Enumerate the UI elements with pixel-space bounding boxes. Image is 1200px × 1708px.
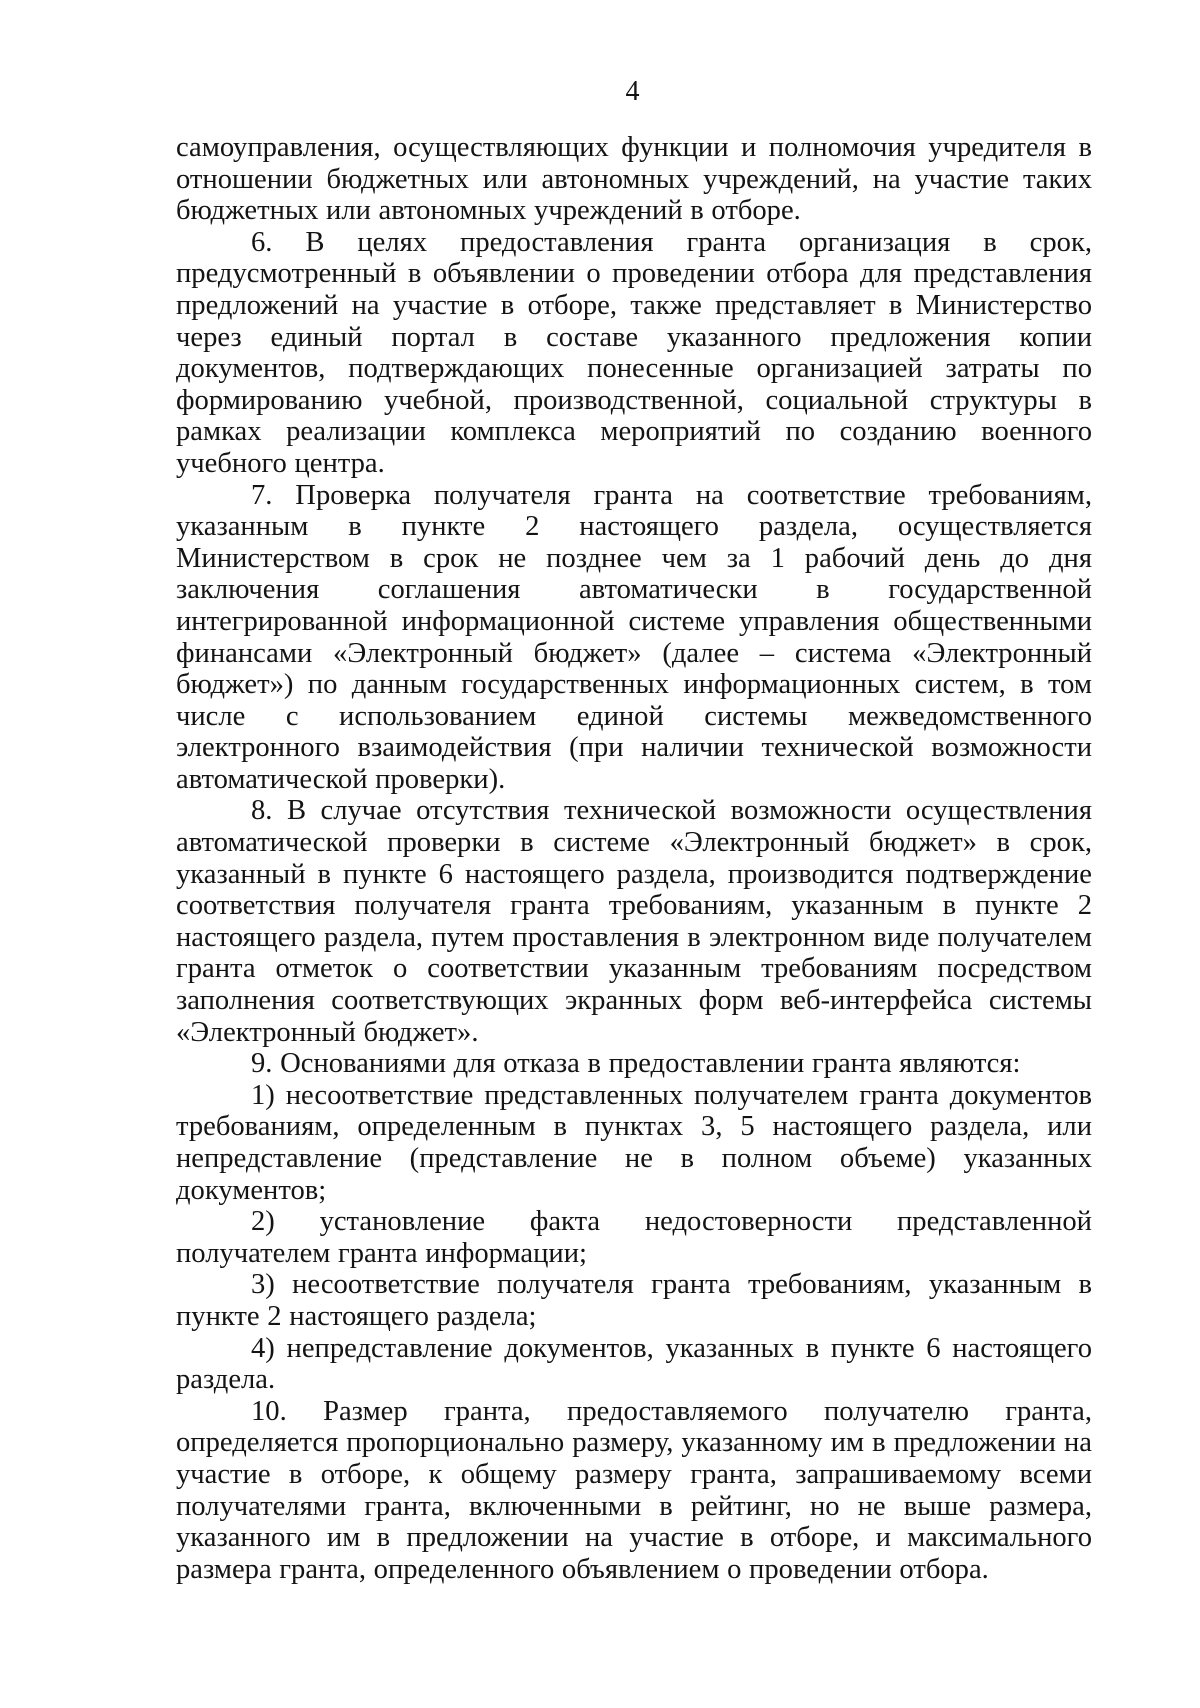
paragraph-item-10: 10. Размер гранта, предоставляемого получателю гранта, определяется пропорционально размеру, указанному им в предложении на участие в отборе, к общему размеру гранта, запрашиваемому всеми получателями гранта, включенными в рейтинг, но не выше размера, указанного им в предложении на участие в отборе, и максимального размера гранта, определенного объявлением о проведении отбора. bbox=[176, 1395, 1092, 1585]
paragraph-item-9: 9. Основаниями для отказа в предоставлении гранта являются: bbox=[251, 1048, 1021, 1080]
paragraph-item-7: 7. Проверка получателя гранта на соответствие требованиям, указанным в пункте 2 настоящего раздела, осуществляется Министерством в срок не позднее чем за 1 рабочий день до дня заключения соглашения автоматически в государственной интегрированной информационной системе управления общественными финансами «Электронный бюджет» (далее – система «Электронный бюджет») по данным государственных информационных систем, в том числе с использованием единой системы межведомственного электронного взаимодействия (при наличии технической возможности автоматической проверки). bbox=[176, 479, 1092, 795]
paragraph-continuation: самоуправления, осуществляющих функции и полномочия учредителя в отношении бюджетных или автономных учреждений, на участие таких бюджетных или автономных учреждений в отборе. bbox=[176, 132, 1092, 227]
list-item-2: 2) установление факта недостоверности представленной получателем гранта информации; bbox=[176, 1206, 1092, 1269]
page-number: 4 bbox=[625, 76, 640, 107]
body-text bbox=[176, 132, 1092, 1585]
paragraph-item-8: 8. В случае отсутствия технической возможности осуществления автоматической проверки в системе «Электронный бюджет» в срок, указанный в пункте 6 настоящего раздела, производится подтверждение соответствия получателя гранта требованиям, указанным в пункте 2 настоящего раздела, путем проставления в электронном виде получателем гранта отметок о соответствии указанным требованиям посредством заполнения соответствующих экранных форм веб-интерфейса системы «Электронный бюджет». bbox=[176, 795, 1092, 1048]
list-item-1: 1) несоответствие представленных получателем гранта документов требованиям, определенным в пунктах 3, 5 настоящего раздела, или непредставление (представление не в полном объеме) указанных документов; bbox=[176, 1079, 1092, 1206]
list-item-3: 3) несоответствие получателя гранта требованиям, указанным в пункте 2 настоящего раздела; bbox=[176, 1269, 1092, 1332]
paragraph-item-6: 6. В целях предоставления гранта организация в срок, предусмотренный в объявлении о проведении отбора для представления предложений на участие в отборе, также представляет в Министерство через единый портал в составе указанного предложения копии документов, подтверждающих понесенные организацией затраты по формированию учебной, производственной, социальной структуры в рамках реализации комплекса мероприятий по созданию военного учебного центра. bbox=[176, 226, 1092, 479]
list-item-4: 4) непредставление документов, указанных в пункте 6 настоящего раздела. bbox=[176, 1332, 1092, 1396]
